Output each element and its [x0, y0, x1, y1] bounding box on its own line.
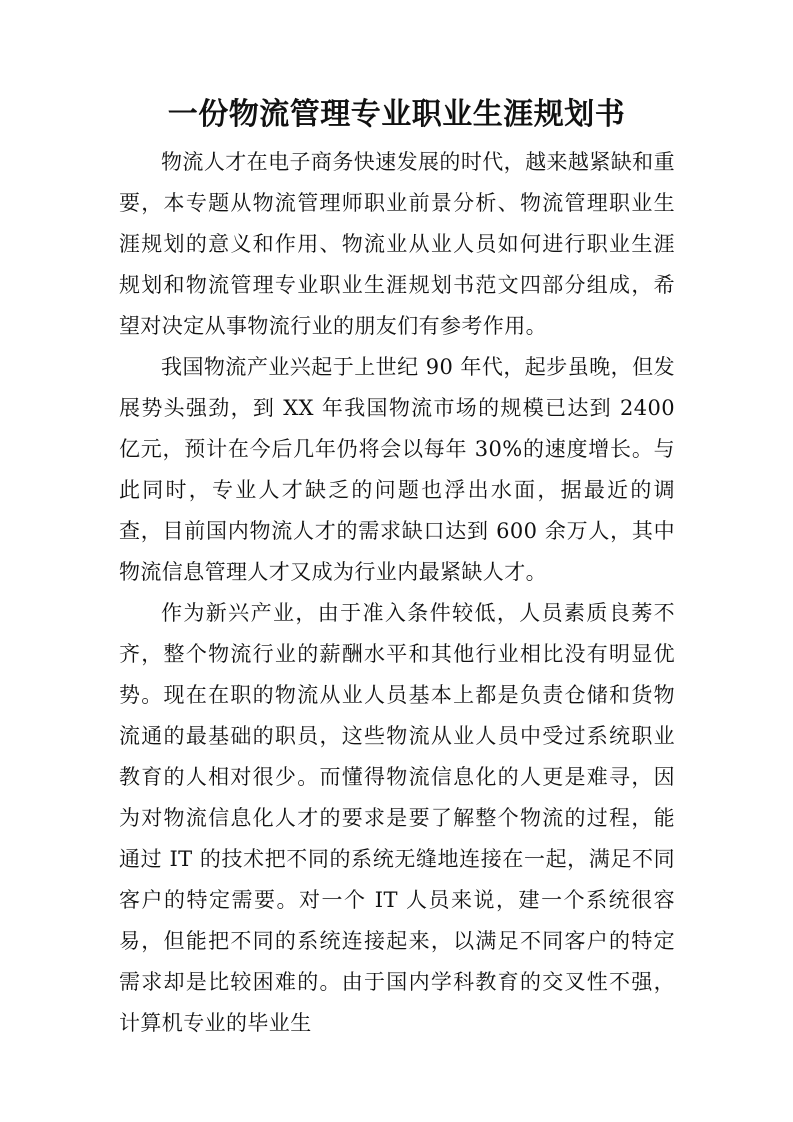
paragraph-intro: 物流人才在电子商务快速发展的时代，越来越紧缺和重要，本专题从物流管理师职业前景分析、物流管理职业生涯规划的意义和作用、物流业从业人员如何进行职业生涯规划和物流管理专业职业生涯规划书范文四部分组成，希望对决定从事物流行业的朋友们有参考作用。: [119, 150, 675, 338]
paragraph-market-growth: 我国物流产业兴起于上世纪 90 年代，起步虽晚，但发展势头强劲，到 XX 年我国物流市场的规模已达到 2400 亿元，预计在今后几年仍将会以每年 30%的速度增长。与此同时，专业人才缺乏的问题也浮出水面，据最近的调查，目前国内物流人才的需求缺口达到 600 余万人，其中物流信息管理人才又成为行业内最紧缺人才。: [119, 355, 675, 584]
paragraph-talent-shortage: 作为新兴产业，由于准入条件较低，人员素质良莠不齐，整个物流行业的薪酬水平和其他行业相比没有明显优势。现在在职的物流从业人员基本上都是负责仓储和货物流通的最基础的职员，这些物流从业人员中受过系统职业教育的人相对很少。而懂得物流信息化的人更是难寻，因为对物流信息化人才的要求是要了解整个物流的过程，能通过 IT 的技术把不同的系统无缝地连接在一起，满足不同客户的特定需要。对一个 IT 人员来说，建一个系统很容易，但能把不同的系统连接起来，以满足不同客户的特定需求却是比较困难的。由于国内学科教育的交叉性不强，计算机专业的毕业生: [119, 601, 675, 1035]
document-title: 一份物流管理专业职业生涯规划书: [167, 97, 626, 132]
document-body: [119, 142, 675, 1044]
